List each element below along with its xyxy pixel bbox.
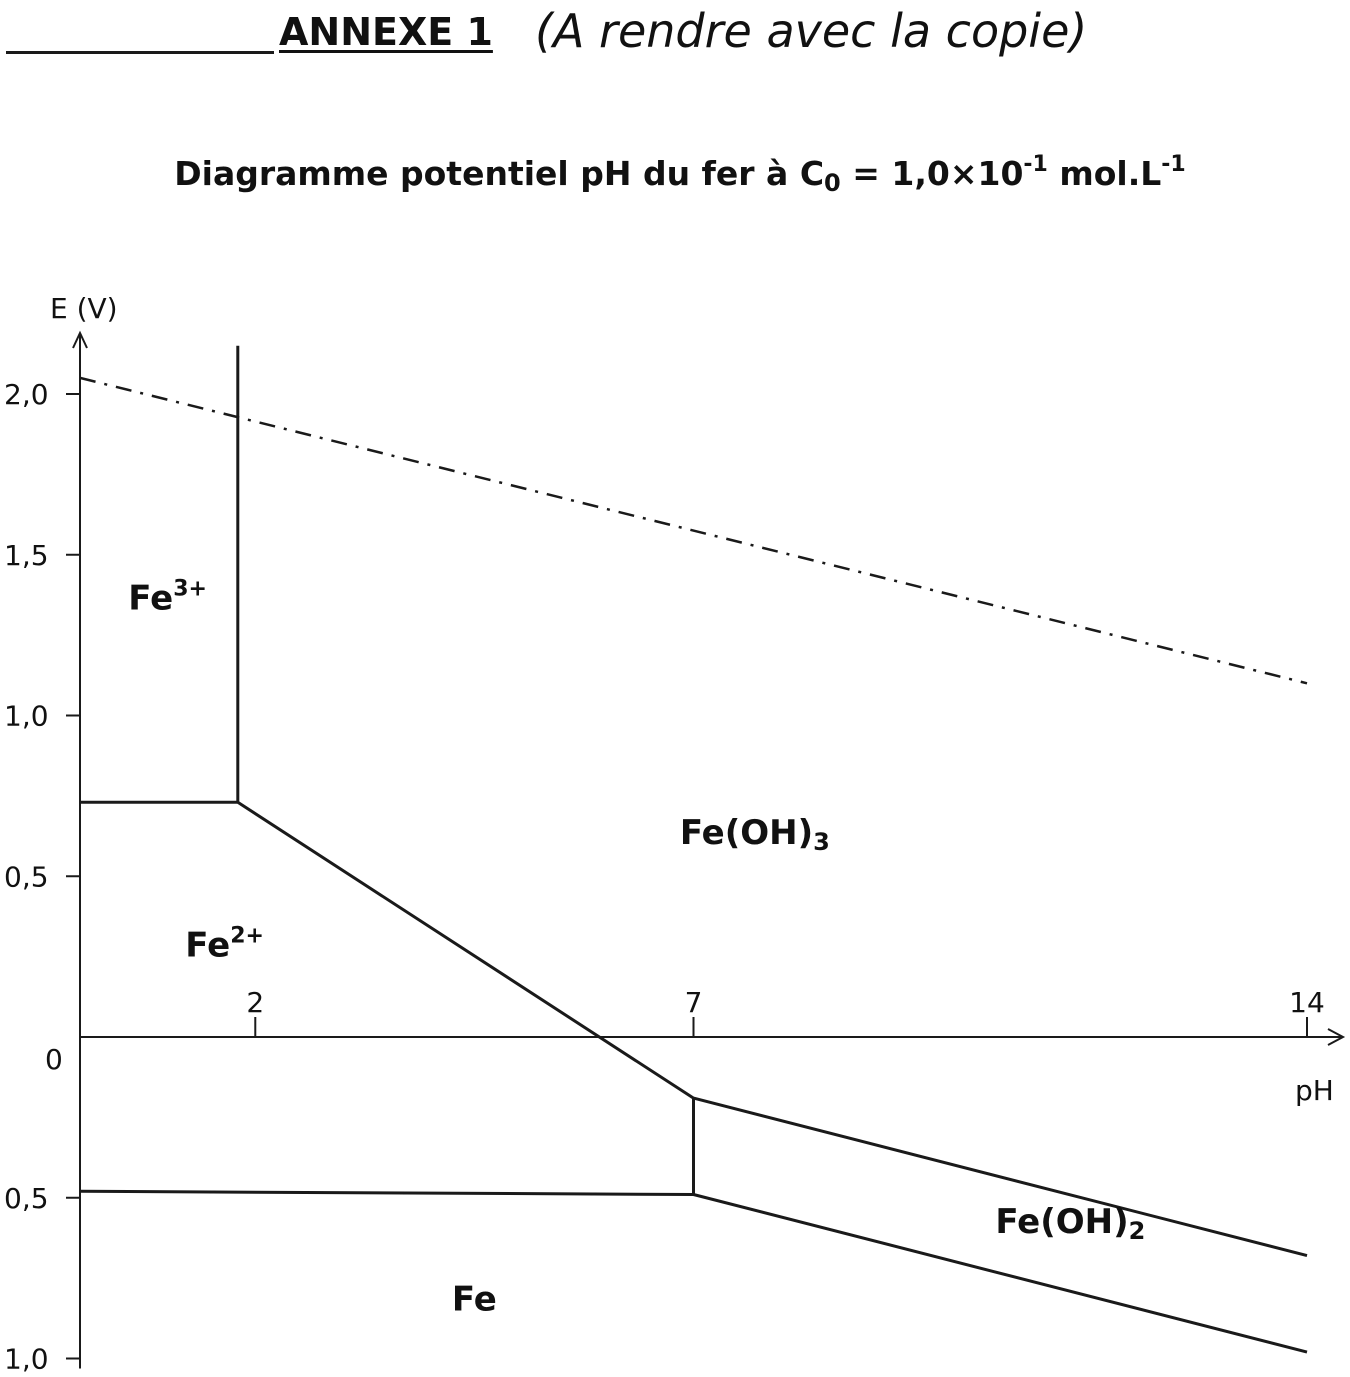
y-tick-label: 2,0 <box>4 378 49 411</box>
y-tick-label: 1,5 <box>4 538 49 572</box>
region-label-species: Fe <box>128 578 174 619</box>
region-label <box>185 924 264 966</box>
chart-title-unit-exponent: -1 <box>1161 152 1186 177</box>
region-label-species: Fe(OH) <box>995 1202 1129 1243</box>
x-tick-label: 2 <box>246 986 265 1019</box>
annex-subtitle: (A rendre avec la copie) <box>535 4 1088 58</box>
region-label-species: Fe <box>185 925 231 966</box>
chart-title-subscript: 0 <box>824 169 841 197</box>
region-label-subscript: 3 <box>813 828 830 857</box>
region-label <box>995 1202 1145 1245</box>
region-label <box>680 813 830 856</box>
y-tick-label: 0 <box>45 1043 63 1076</box>
region-label-species: Fe <box>451 1279 497 1320</box>
region-label-subscript: 2 <box>1128 1217 1146 1246</box>
y-axis-label: E (V) <box>50 292 118 325</box>
region-label-species: Fe(OH) <box>679 813 814 854</box>
chart-title-middle: = 1,0×10 <box>840 154 1024 193</box>
y-tick-label: 0,5 <box>4 860 49 894</box>
x-tick-label: 14 <box>1289 986 1325 1019</box>
region-label-charge: 2+ <box>230 923 264 949</box>
x-tick-label: 7 <box>684 986 703 1019</box>
chart-title-unit: mol.L <box>1047 154 1162 193</box>
region-label <box>452 1279 497 1319</box>
region-label-charge: 3+ <box>173 576 207 602</box>
region-labels <box>128 576 1145 1319</box>
y-tick-label: 1,0 <box>4 1342 49 1376</box>
annex-title: ANNEXE 1 <box>279 10 493 54</box>
chart-title-exponent: -1 <box>1023 152 1048 177</box>
water-limit-line <box>80 378 1307 683</box>
y-tick-label: 1,0 <box>4 699 49 733</box>
region-label <box>128 576 207 618</box>
chart-title-prefix: Diagramme potentiel pH du fer à C <box>174 154 825 193</box>
x-axis-label: pH <box>1295 1074 1334 1107</box>
y-tick-label: 0,5 <box>4 1181 49 1215</box>
